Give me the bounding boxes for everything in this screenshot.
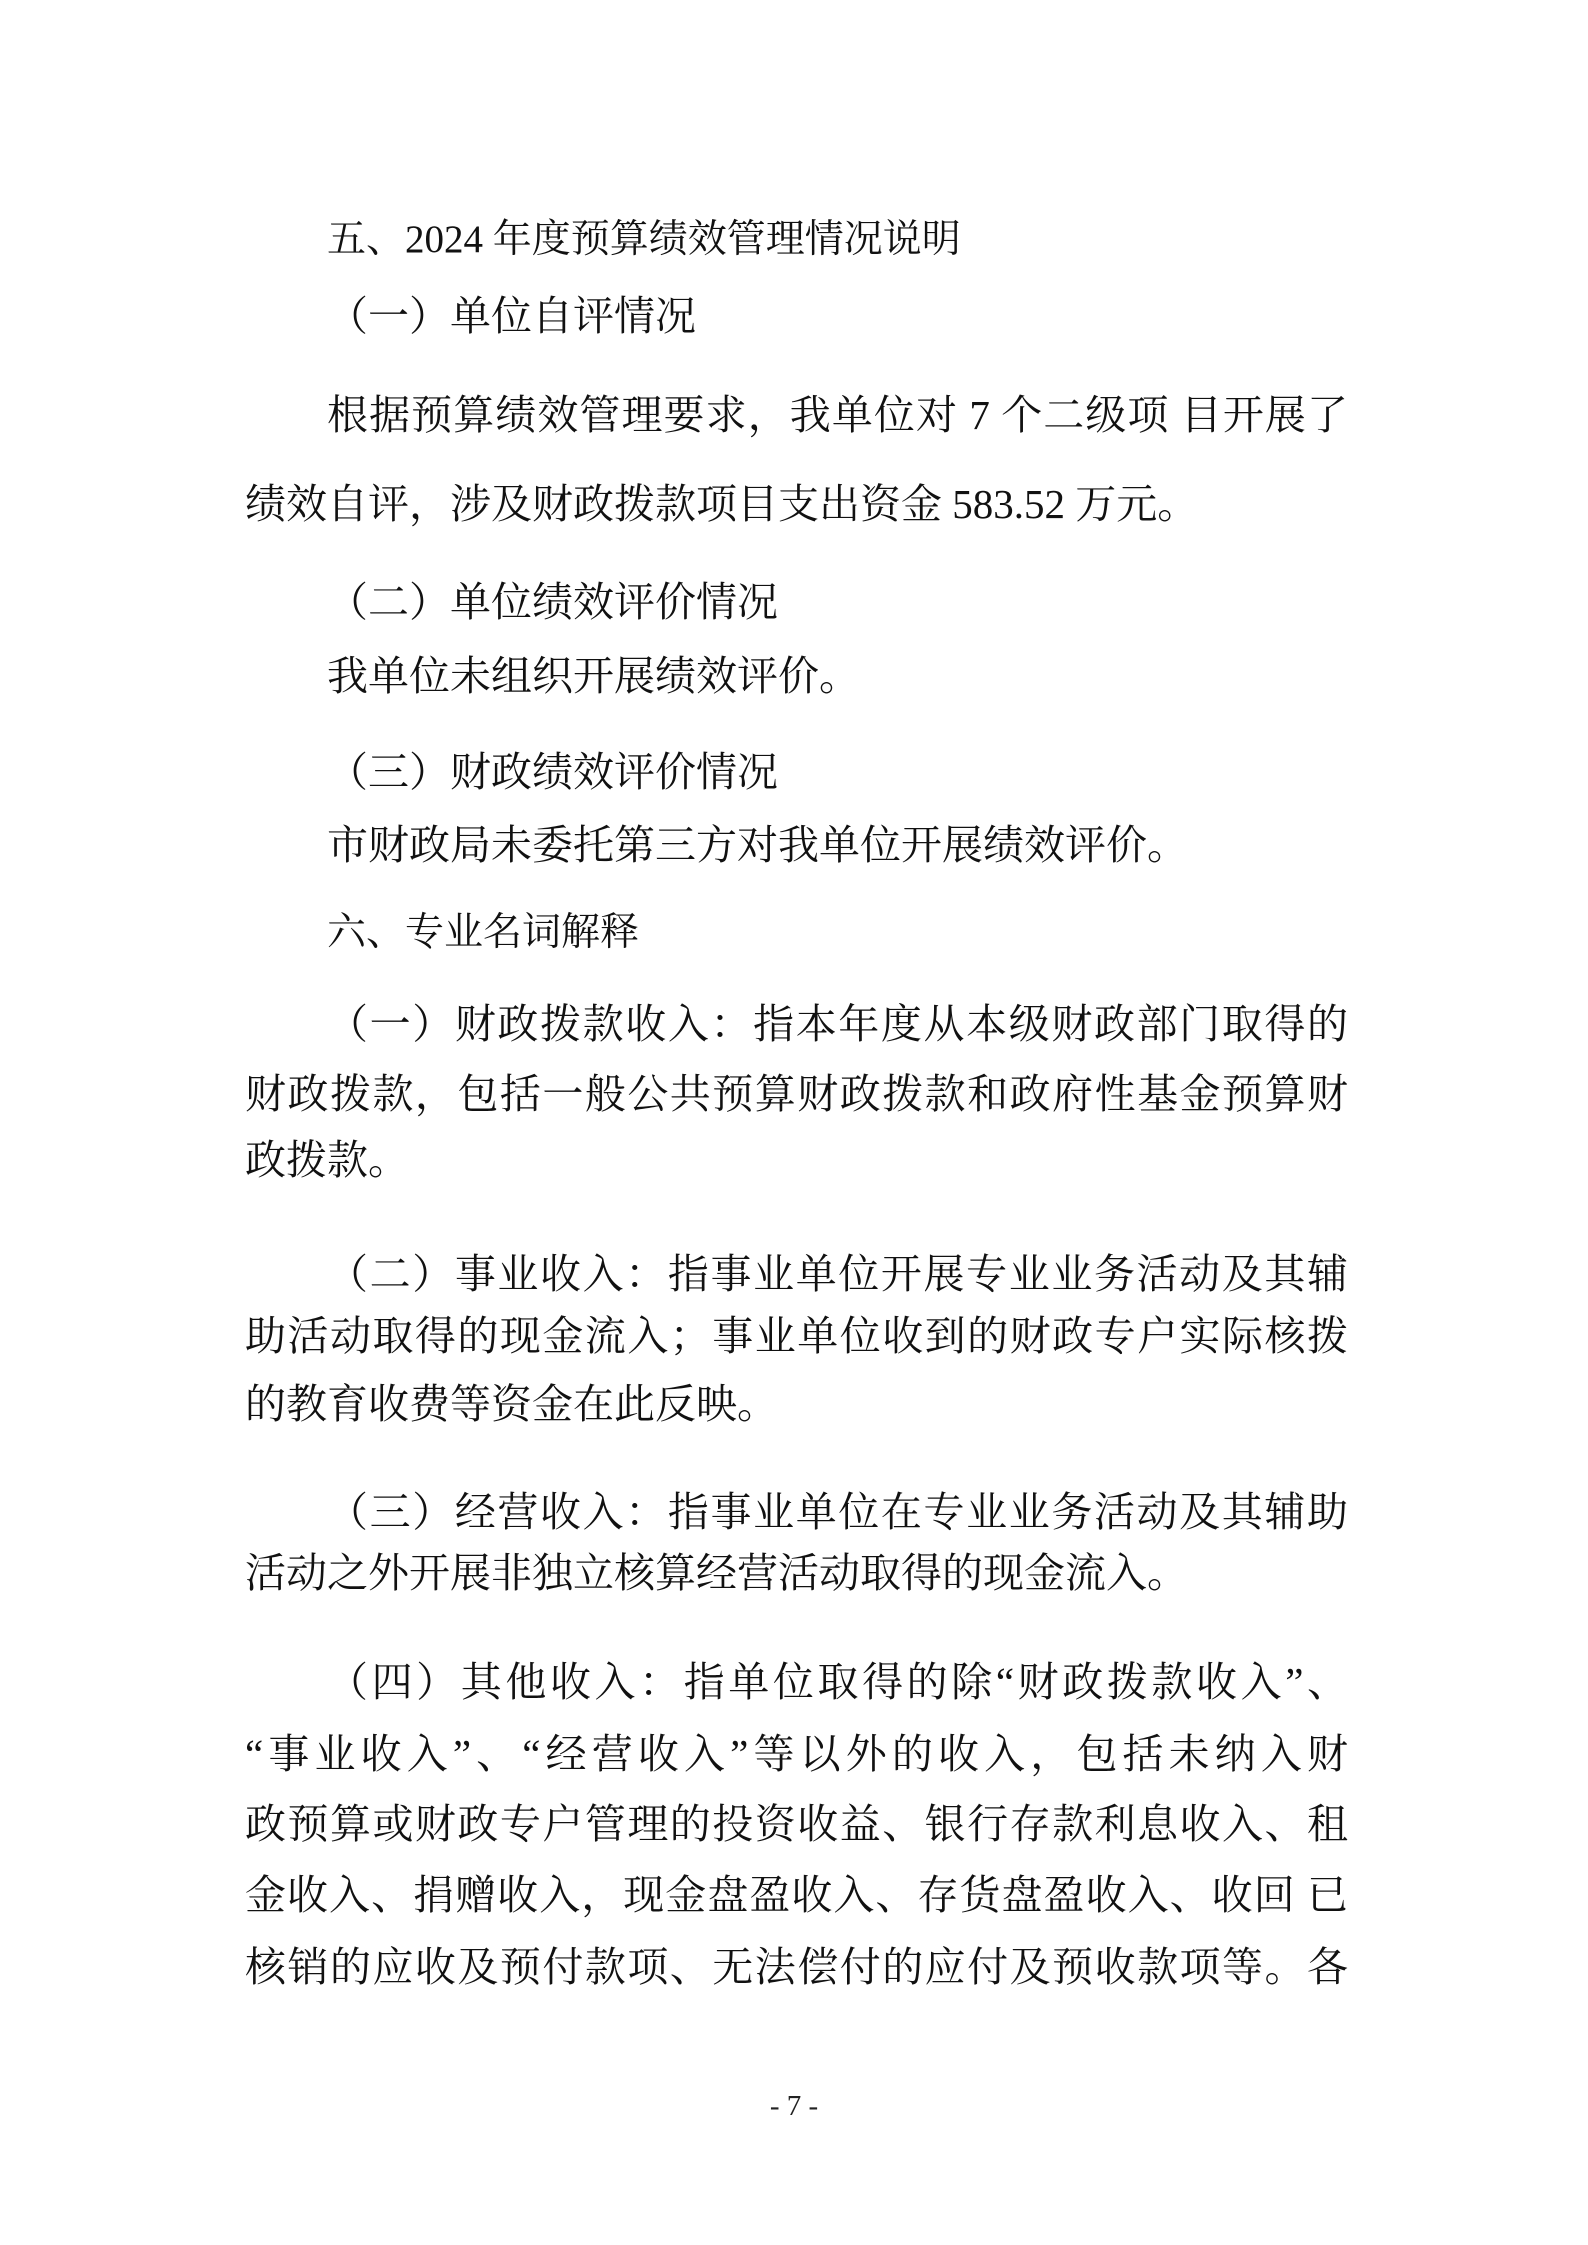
page-number: - 7 - (769, 2090, 819, 2122)
term3-line: 活动之外开展非独立核算经营活动取得的现金流入。 (245, 1550, 1188, 1596)
term1-line: （一）财政拨款收入：指本年度从本级财政部门取得的 (327, 1001, 1348, 1047)
section5-sub2-heading: （二）单位绩效评价情况 (327, 579, 778, 625)
section5-sub3-heading: （三）财政绩效评价情况 (327, 749, 778, 795)
term4-line: “事业收入”、“经营收入”等以外的收入，包括未纳入财 (245, 1731, 1348, 1777)
section5-sub3-line: 市财政局未委托第三方对我单位开展绩效评价。 (327, 822, 1188, 868)
term4-line: 核销的应收及预付款项、无法偿付的应付及预收款项等。各 (245, 1944, 1348, 1990)
term2-line: 助活动取得的现金流入；事业单位收到的财政专户实际核拨 (245, 1313, 1348, 1359)
section5-heading: 五、2024 年度预算绩效管理情况说明 (327, 218, 961, 261)
term2-line: （二）事业收入：指事业单位开展专业业务活动及其辅 (327, 1251, 1348, 1297)
section5-sub2-line: 我单位未组织开展绩效评价。 (327, 653, 860, 699)
section6-heading: 六、专业名词解释 (327, 911, 640, 954)
term2-line: 的教育收费等资金在此反映。 (245, 1381, 778, 1427)
term3-line: （三）经营收入：指事业单位在专业业务活动及其辅助 (327, 1489, 1348, 1535)
term4-line: （四）其他收入：指单位取得的除“财政拨款收入”、 (327, 1659, 1348, 1705)
section5-sub1-line: 根据预算绩效管理要求，我单位对 7 个二级项 目开展了 (327, 392, 1348, 438)
section5-sub1-heading: （一）单位自评情况 (327, 293, 696, 339)
section5-sub1-line: 绩效自评，涉及财政拨款项目支出资金 583.52 万元。 (245, 481, 1199, 527)
term1-line: 政拨款。 (245, 1137, 409, 1183)
term1-line: 财政拨款，包括一般公共预算财政拨款和政府性基金预算财 (245, 1071, 1348, 1117)
term4-line: 金收入、捐赠收入，现金盘盈收入、存货盘盈收入、收回 已 (245, 1872, 1348, 1918)
term4-line: 政预算或财政专户管理的投资收益、银行存款利息收入、租 (245, 1801, 1348, 1847)
